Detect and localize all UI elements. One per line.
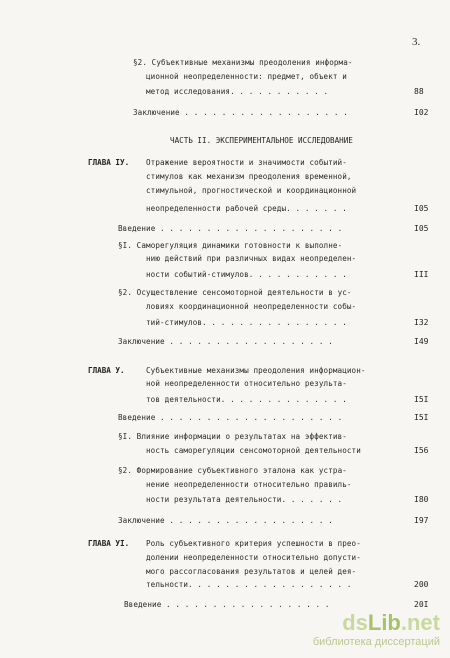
toc-line: нение неопределенности относительно правиль- <box>146 480 352 489</box>
toc-page-number: I32 <box>414 318 429 327</box>
toc-line: нию действий при различных видах неопределен- <box>146 254 357 263</box>
toc-line: ность саморегуляции сенсомоторной деятельности <box>146 446 361 455</box>
toc-line: тельности. . . . . . . . . . . . . . . . . . <box>146 580 352 589</box>
toc-page-number: III <box>414 270 429 279</box>
toc-line: §2. Субъективные механизмы преодоления информа- <box>133 58 353 67</box>
toc-line: ционной неопределенности: предмет, объект и <box>146 72 347 81</box>
toc-line: Отражение вероятности и значимости событий- <box>146 158 347 167</box>
dslib-logo: dsLib.net <box>342 610 440 635</box>
part-heading: ЧАСТЬ II. ЭКСПЕРИМЕНТАЛЬНОЕ ИССЛЕДОВАНИЕ <box>170 136 353 145</box>
toc-page-number: 200 <box>414 580 429 589</box>
toc-line: Введение . . . . . . . . . . . . . . . . . . . . <box>118 224 343 233</box>
toc-line: ной неопределенности относительно результа- <box>146 379 347 388</box>
chapter-label: ГЛАВА УI. <box>88 539 130 548</box>
toc-line: Введение . . . . . . . . . . . . . . . . . . . . <box>118 413 343 422</box>
toc-line: метод исследования. . . . . . . . . . . <box>146 87 329 96</box>
toc-line: долении неопределенности относительно допусти- <box>146 553 361 562</box>
toc-page-number: 20I <box>414 600 429 609</box>
toc-page-number: I05 <box>414 224 429 233</box>
toc-line: §2. Осуществление сенсомоторной деятельности в ус- <box>118 288 352 297</box>
toc-page-number: I5I <box>414 413 429 422</box>
toc-page-number: I49 <box>414 337 429 346</box>
toc-line: Заключение . . . . . . . . . . . . . . . . . . <box>118 516 333 525</box>
chapter-label: ГЛАВА У. <box>88 366 125 375</box>
chapter-label: ГЛАВА IУ. <box>88 158 130 167</box>
dslib-watermark <box>313 612 440 648</box>
toc-page-number: I5I <box>414 395 429 404</box>
page-number: 3. <box>412 36 421 48</box>
toc-line: неопределенности рабочей среды. . . . . . . <box>146 204 347 213</box>
watermark-subtitle: библиотека диссертаций <box>312 636 440 648</box>
toc-page-number: 88 <box>414 87 424 96</box>
toc-line: §2. Формирование субъективного эталона как устра- <box>118 466 347 475</box>
toc-line: Введение . . . . . . . . . . . . . . . . . . <box>124 600 330 609</box>
toc-line: §I. Саморегуляция динамики готовности к выполне- <box>118 241 343 250</box>
toc-line: стимульной, прогностической и координационной <box>146 186 357 195</box>
toc-line: Субъективные механизмы преодоления информацион- <box>146 366 366 375</box>
toc-page-number: I05 <box>414 204 429 213</box>
toc-page-number: I56 <box>414 446 429 455</box>
toc-line: ловиях координационной неопределенности собы- <box>146 302 357 311</box>
toc-page-number: I97 <box>414 516 429 525</box>
toc-line: Заключение . . . . . . . . . . . . . . . . . . <box>118 337 333 346</box>
toc-page-number: I80 <box>414 495 429 504</box>
toc-line: стимулов как механизм преодоления временной, <box>146 172 352 181</box>
toc-line: Роль субъективного критерия успешности в прео- <box>146 539 361 548</box>
toc-line: Заключение . . . . . . . . . . . . . . . . . . <box>133 108 348 117</box>
toc-line: ности результата деятельности. . . . . . . <box>146 495 343 504</box>
toc-line: тий-стимулов. . . . . . . . . . . . . . . . <box>146 318 347 327</box>
toc-line: §I. Влияние информации о результатах на эффектив- <box>118 432 347 441</box>
toc-line: тов деятельности. . . . . . . . . . . . . . <box>146 395 347 404</box>
toc-line: мого рассогласования результатов и целей дея- <box>146 567 357 576</box>
toc-page-number: I02 <box>414 108 429 117</box>
toc-line: ности событий-стимулов. . . . . . . . . . . <box>146 270 347 279</box>
